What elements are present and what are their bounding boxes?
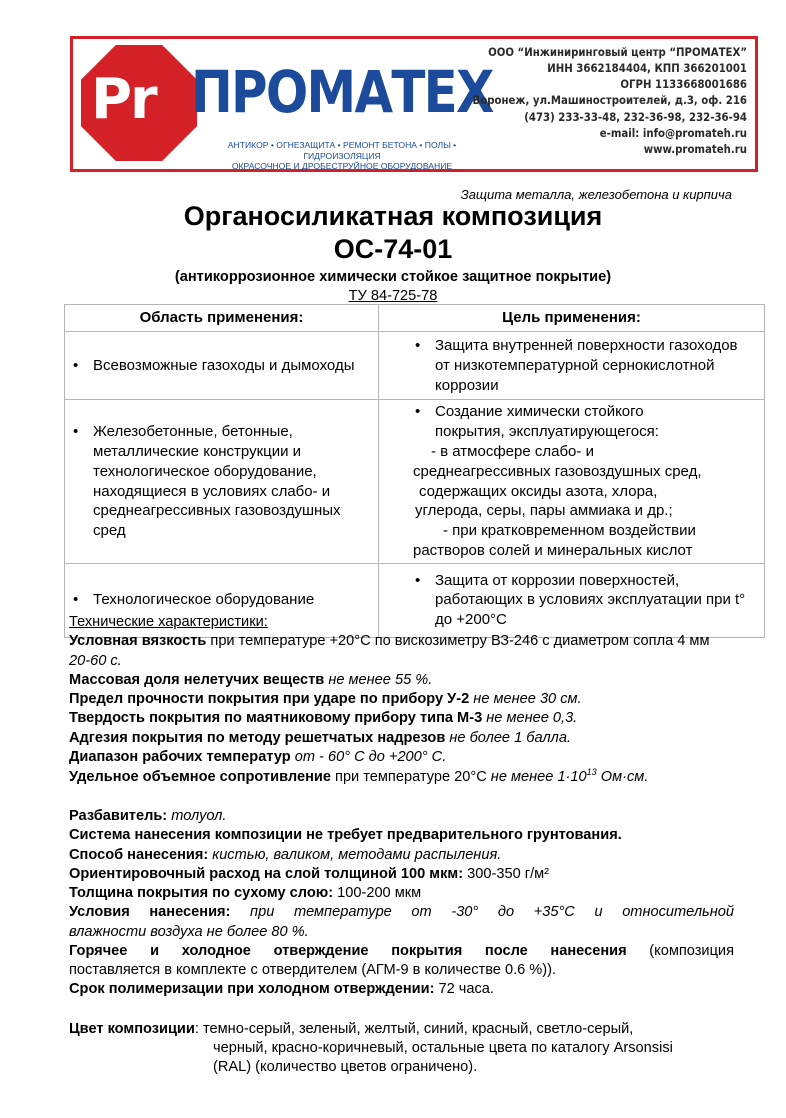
brand-name: ПРОМАТЕХ bbox=[191, 58, 493, 126]
thinner-label: Разбавитель: bbox=[69, 808, 168, 825]
document-subject: Защита металла, железобетона и кирпича bbox=[460, 187, 732, 202]
spec-viscosity bbox=[69, 632, 734, 671]
title-line-1: Органосиликатная композиция bbox=[183, 201, 603, 231]
method-value: кистью, валиком, методами распыления. bbox=[208, 846, 502, 863]
cure-time-label: Срок полимеризации при холодном отверждении: bbox=[69, 981, 435, 998]
curing-text: (композиция bbox=[626, 942, 734, 959]
spec-label: Твердость покрытия по маятниковому прибору типа М-3 bbox=[69, 710, 483, 727]
company-info bbox=[473, 45, 748, 158]
conditions-label: Условия нанесения: bbox=[69, 904, 231, 921]
spec-exponent: 13 bbox=[586, 767, 597, 777]
application-table bbox=[64, 304, 765, 638]
purpose-line: растворов солей и минеральных кислот bbox=[413, 541, 693, 559]
purpose-line: содержащих оксиды азота, хлора, bbox=[419, 482, 658, 500]
spec-label: Удельное объемное сопротивление bbox=[69, 768, 331, 785]
tagline-line-1: АНТИКОР • ОГНЕЗАЩИТА • РЕМОНТ БЕТОНА • ПОЛЫ • ГИДРОИЗОЛЯЦИЯ bbox=[227, 140, 457, 161]
no-primer-note: Система нанесения композиции не требует предварительного грунтования. bbox=[69, 827, 622, 844]
spec-label: Предел прочности покрытия при ударе по прибору У-2 bbox=[69, 691, 470, 707]
conditions-value: при температуре от -30° до +35°С и относительной bbox=[230, 904, 734, 921]
curing-line-2: поставляется в комплекте с отвердителем (АГМ-9 в количестве 0.6 %)). bbox=[69, 962, 557, 979]
colors-line-2: черный, красно-коричневый, остальные цвета по каталогу Arsonsisi bbox=[213, 1039, 673, 1056]
consumption-value: 300-350 г/м² bbox=[463, 865, 550, 882]
spec-impact bbox=[69, 690, 734, 709]
company-ogrn: ОГРН 1133668001686 bbox=[620, 78, 747, 92]
spec-solids bbox=[69, 671, 734, 690]
cure-time-value: 72 часа. bbox=[434, 981, 494, 998]
spec-label: Диапазон рабочих температур bbox=[69, 748, 291, 765]
purpose-line: - при кратковременном воздействии bbox=[443, 522, 696, 540]
spec-adhesion bbox=[69, 729, 734, 748]
header-purpose: Цель применения: bbox=[379, 305, 765, 332]
composition-colors bbox=[69, 1020, 734, 1078]
specs-heading: Технические характеристики: bbox=[69, 614, 268, 630]
colors-line-1: : темно-серый, зеленый, желтый, синий, красный, светло-серый, bbox=[194, 1020, 634, 1037]
table-header-row bbox=[65, 305, 765, 332]
brand-tagline bbox=[193, 140, 491, 172]
cure-time bbox=[69, 980, 734, 999]
spec-value: 20-60 с. bbox=[69, 652, 122, 669]
area-cell: • Технологическое оборудование bbox=[65, 563, 379, 637]
spec-label: Адгезия покрытия по методу решетчатых надрезов bbox=[69, 729, 446, 746]
spec-value: от - 60° С до +200° С. bbox=[290, 748, 447, 765]
spec-hardness bbox=[69, 709, 734, 728]
area-cell: • Железобетонные, бетонные, металлические конструкции и технологическое оборудование, находящиеся в условиях слабо- и среднеагрессивных газовоздушных сред bbox=[65, 400, 379, 563]
spec-label: Условная вязкость bbox=[69, 633, 207, 650]
consumption-label: Ориентировочный расход на слой толщиной 100 мкм: bbox=[69, 865, 464, 882]
thickness-value: 100-200 мкм bbox=[333, 885, 422, 902]
purpose-line: среднеагрессивных газовоздушных сред, bbox=[413, 462, 702, 480]
thinner bbox=[69, 807, 734, 826]
spec-value: не менее 0,3. bbox=[482, 710, 578, 727]
spec-resistivity bbox=[69, 767, 734, 787]
thickness-label: Толщина покрытия по сухому слою: bbox=[69, 885, 334, 902]
tu-reference: ТУ 84-725-78 bbox=[348, 288, 438, 304]
company-inn: ИНН 3662184404, КПП 366201001 bbox=[547, 62, 747, 76]
company-phones: (473) 233-33-48, 232-36-98, 232-36-94 bbox=[524, 110, 747, 124]
colors-line-3: (RAL) (количество цветов ограничено). bbox=[213, 1059, 478, 1076]
dry-thickness bbox=[69, 884, 734, 903]
purpose-cell: • Защита от коррозии поверхностей, работающих в условиях эксплуатации при t° до +200°С bbox=[379, 563, 765, 637]
table-row bbox=[65, 332, 765, 400]
consumption bbox=[69, 865, 734, 884]
company-name: ООО “Инжиниринговый центр “ПРОМАТЕХ” bbox=[488, 46, 747, 59]
letterhead bbox=[70, 36, 758, 172]
title-line-2: ОС-74-01 bbox=[333, 233, 453, 264]
company-email: e-mail: info@promateh.ru bbox=[599, 126, 747, 140]
spec-value: не менее 55 %. bbox=[324, 671, 433, 688]
table-row bbox=[65, 400, 765, 563]
spec-label: Массовая доля нелетучих веществ bbox=[69, 671, 325, 688]
method-label: Способ нанесения: bbox=[69, 846, 209, 863]
header-area: Область применения: bbox=[65, 305, 379, 332]
purpose-line: покрытия, эксплуатирующегося: bbox=[435, 423, 659, 441]
purpose-line: - в атмосфере слабо- и bbox=[431, 442, 594, 460]
purpose-cell: • Защита внутренней поверхности газоходов от низкотемпературной сернокислотной коррозии bbox=[379, 332, 765, 400]
tagline-line-2: ОКРАСОЧНОЕ И ДРОБЕСТРУЙНОЕ ОБОРУДОВАНИЕ bbox=[231, 161, 453, 172]
company-address: Воронеж, ул.Машиностроителей, д.3, оф. 216 bbox=[472, 94, 747, 108]
spec-text: при температуре +20°С по вискозиметру ВЗ-246 с диаметром сопла 4 мм bbox=[206, 633, 710, 650]
spec-unit: Ом·см. bbox=[596, 768, 649, 785]
logo-initials: Pr bbox=[91, 67, 156, 132]
document-subtitle: (антикоррозионное химически стойкое защитное покрытие) bbox=[174, 269, 612, 285]
spec-text: при температуре 20°С bbox=[330, 768, 491, 785]
curing-label: Горячее и холодное отверждение покрытия после нанесения bbox=[69, 942, 627, 959]
curing bbox=[69, 942, 734, 961]
document-title bbox=[0, 200, 786, 266]
spec-value: не менее 1·10 bbox=[490, 768, 587, 785]
specifications bbox=[69, 613, 734, 1077]
purpose-line: углерода, серы, пары аммиака и др.; bbox=[415, 502, 673, 520]
spec-value: не более 1 балла. bbox=[445, 729, 572, 746]
conditions-line-2: влажности воздуха не более 80 %. bbox=[69, 923, 309, 940]
colors-label: Цвет композиции bbox=[69, 1020, 195, 1037]
spec-temp-range bbox=[69, 748, 734, 767]
company-website: www.promateh.ru bbox=[643, 142, 747, 156]
application-method bbox=[69, 846, 734, 865]
purpose-cell bbox=[379, 400, 765, 563]
application-conditions bbox=[69, 903, 734, 922]
spec-value: не менее 30 см. bbox=[469, 691, 582, 707]
thinner-value: толуол. bbox=[167, 808, 227, 825]
area-cell: • Всевозможные газоходы и дымоходы bbox=[65, 332, 379, 400]
purpose-line: • Создание химически стойкого bbox=[435, 403, 644, 421]
